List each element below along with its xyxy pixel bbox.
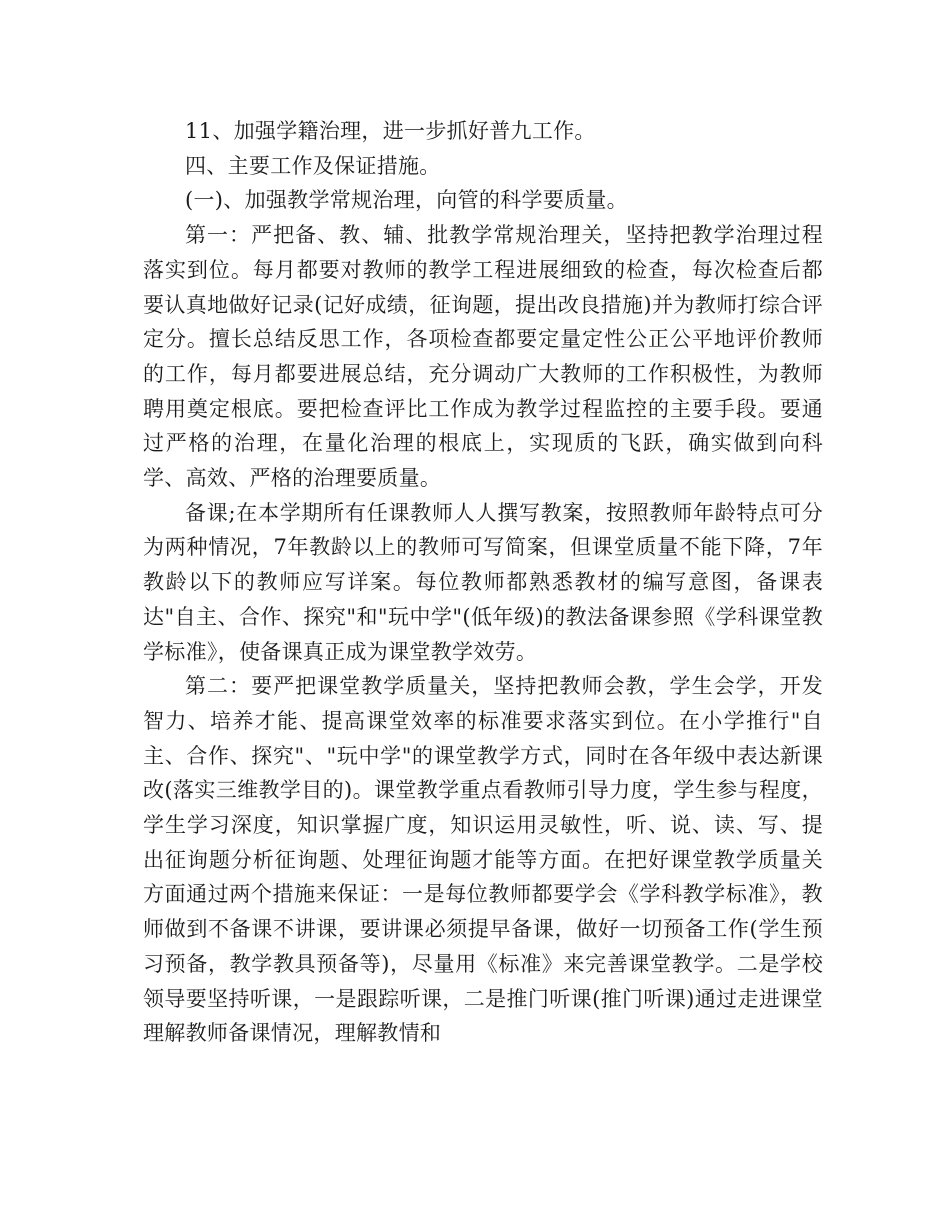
document-body [143,114,823,1051]
paragraph-second: 第二：要严把课堂教学质量关，坚持把教师会教，学生会学，开发智力、培养才能、提高课堂效率的标准要求落实到位。在小学推行"自主、合作、探究"、"玩中学"的课堂教学方式，同时在各年级中表达新课改(落实三维教学目的)。课堂教学重点看教师引导力度，学生参与程度，学生学习深度，知识掌握广度，知识运用灵敏性，听、说、读、写、提出征询题分析征询题、处理征询题才能等方面。在把好课堂教学质量关方面通过两个措施来保证：一是每位教师都要学会《学科教学标准》，教师做到不备课不讲课，要讲课必须提早备课，做好一切预备工作(学生预习预备，教学教具预备等)，尽量用《标准》来完善课堂教学。二是学校领导要坚持听课，一是跟踪听课，二是推门听课(推门听课)通过走进课堂理解教师备课情况，理解教情和 [143,674,823,1046]
subsection-heading-1: (一)、加强教学常规治理，向管的科学要质量。 [185,188,628,213]
paragraph-lesson-prep: 备课;在本学期所有任课教师人人撰写教案，按照教师年龄特点可分为两种情况，7年教龄以上的教师可写简案，但课堂质量不能下降，7年教龄以下的教师应写详案。每位教师都熟悉教材的编写意图，备课表达"自主、合作、探究"和"玩中学"(低年级)的教法备课参照《学科课堂教学标准》，使备课真正成为课堂教学效劳。 [143,500,823,664]
paragraph-item-11: 11、加强学籍治理，进一步抓好普九工作。 [185,119,596,143]
section-heading-4: 四、主要工作及保证措施。 [185,153,441,178]
paragraph-first: 第一：严把备、教、辅、批教学常规治理关，坚持把教学治理过程落实到位。每月都要对教师的教学工程进展细致的检查，每次检查后都要认真地做好记录(记好成绩，征询题，提出改良措施)并为教师打综合评定分。擅长总结反思工作，各项检查都要定量定性公正公平地评价教师的工作，每月都要进展总结，充分调动广大教师的工作积极性，为教师聘用奠定根底。要把检查评比工作成为教学过程监控的主要手段。要通过严格的治理，在量化治理的根底上，实现质的飞跃，确实做到向科学、高效、严格的治理要质量。 [143,223,823,491]
